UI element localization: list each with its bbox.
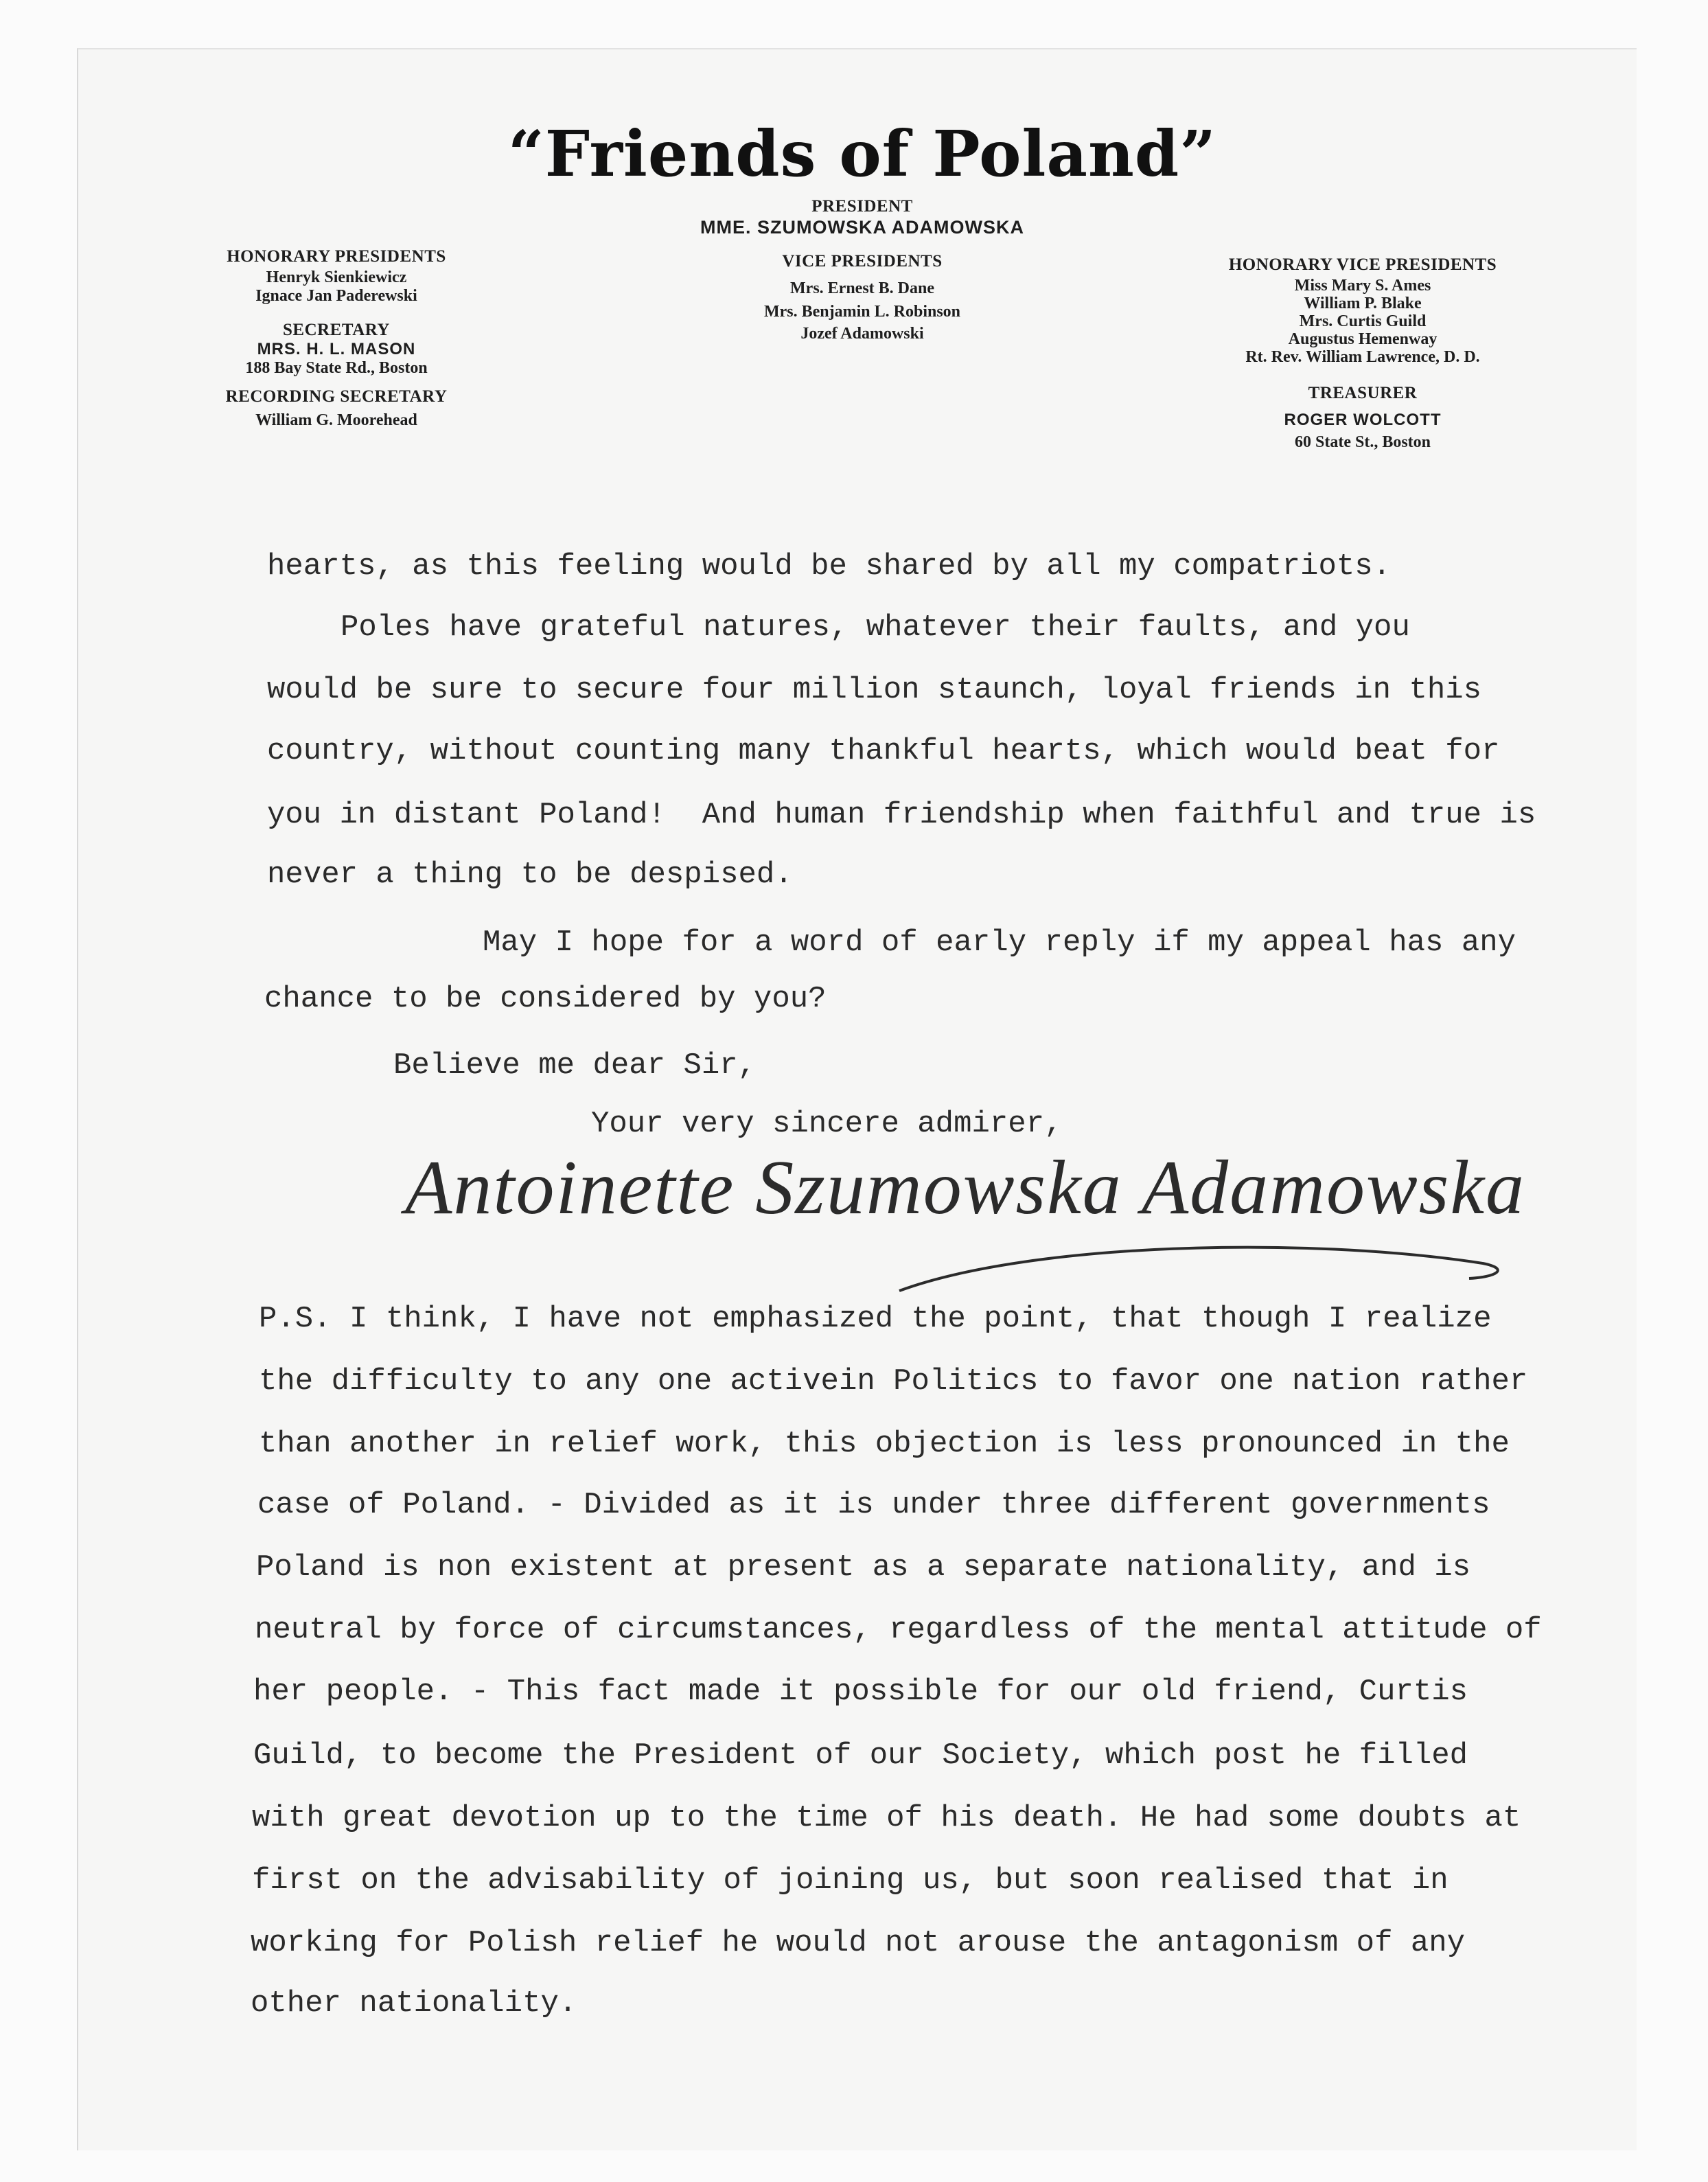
treasurer-address: 60 State St., Boston bbox=[1294, 433, 1431, 451]
closing-line: Your very sincere admirer, bbox=[591, 1107, 1063, 1141]
secretary-name: MRS. H. L. MASON bbox=[257, 340, 416, 358]
postscript-line: neutral by force of circumstances, regardless of the mental attitude of bbox=[255, 1613, 1542, 1647]
treasurer-name: ROGER WOLCOTT bbox=[1284, 411, 1442, 429]
postscript-line: working for Polish relief he would not arouse the antagonism of any bbox=[251, 1926, 1466, 1960]
postscript-line: first on the advisability of joining us, but soon realised that in bbox=[252, 1863, 1449, 1898]
letterhead-title: “Friends of Poland” bbox=[507, 117, 1217, 191]
postscript-line: her people. - This fact made it possible for our old friend, Curtis bbox=[253, 1675, 1468, 1709]
body-line: Poles have grateful natures, whatever their faults, and you bbox=[341, 610, 1410, 645]
body-line: chance to be considered by you? bbox=[264, 982, 827, 1016]
postscript-line: Guild, to become the President of our Society, which post he filled bbox=[253, 1738, 1468, 1773]
vice-president: Mrs. Ernest B. Dane bbox=[790, 279, 934, 297]
secretary-address: 188 Bay State Rd., Boston bbox=[245, 359, 428, 377]
secretary-label: SECRETARY bbox=[283, 321, 390, 339]
recording-secretary-name: William G. Moorehead bbox=[255, 411, 417, 429]
honorary-vice-president: William P. Blake bbox=[1304, 295, 1422, 312]
postscript-line: Poland is non existent at present as a separate nationality, and is bbox=[256, 1550, 1471, 1585]
vice-president: Mrs. Benjamin L. Robinson bbox=[763, 303, 961, 321]
postscript-line: the difficulty to any one activein Politics to favor one nation rather bbox=[259, 1364, 1528, 1399]
body-line: would be sure to secure four million staunch, loyal friends in this bbox=[267, 673, 1482, 707]
closing-line: Believe me dear Sir, bbox=[393, 1048, 757, 1083]
body-line: never a thing to be despised. bbox=[267, 858, 793, 892]
president-label: PRESIDENT bbox=[811, 197, 913, 216]
body-line: May I hope for a word of early reply if my appeal has any bbox=[483, 926, 1516, 960]
vice-presidents-label: VICE PRESIDENTS bbox=[782, 252, 943, 271]
postscript-line: than another in relief work, this objection is less pronounced in the bbox=[259, 1427, 1510, 1461]
honorary-vice-president: Augustus Hemenway bbox=[1288, 330, 1438, 348]
vice-president: Jozef Adamowski bbox=[800, 325, 924, 343]
treasurer-label: TREASURER bbox=[1308, 384, 1418, 402]
honorary-vice-presidents-label: HONORARY VICE PRESIDENTS bbox=[1228, 255, 1497, 274]
postscript-line: P.S. I think, I have not emphasized the point, that though I realize bbox=[259, 1302, 1492, 1336]
postscript-line: with great devotion up to the time of his death. He had some doubts at bbox=[252, 1801, 1521, 1835]
honorary-vice-president: Rt. Rev. William Lawrence, D. D. bbox=[1245, 348, 1480, 366]
honorary-vice-president: Mrs. Curtis Guild bbox=[1299, 312, 1427, 330]
body-line: you in distant Poland! And human friendship when faithful and true is bbox=[267, 798, 1536, 832]
honorary-presidents-label: HONORARY PRESIDENTS bbox=[227, 247, 446, 266]
recording-secretary-label: RECORDING SECRETARY bbox=[225, 387, 448, 406]
body-line: country, without counting many thankful hearts, which would beat for bbox=[267, 734, 1500, 768]
president-name: MME. SZUMOWSKA ADAMOWSKA bbox=[700, 217, 1024, 238]
handwritten-signature: Antoinette Szumowska Adamowska bbox=[405, 1145, 1526, 1230]
body-line: hearts, as this feeling would be shared by all my compatriots. bbox=[267, 549, 1392, 584]
postscript-line: case of Poland. - Divided as it is under three different governments bbox=[257, 1488, 1490, 1522]
postscript-line: other nationality. bbox=[251, 1986, 577, 2021]
honorary-president: Henryk Sienkiewicz bbox=[266, 268, 407, 286]
honorary-vice-president: Miss Mary S. Ames bbox=[1294, 277, 1431, 295]
honorary-president: Ignace Jan Paderewski bbox=[255, 287, 417, 305]
